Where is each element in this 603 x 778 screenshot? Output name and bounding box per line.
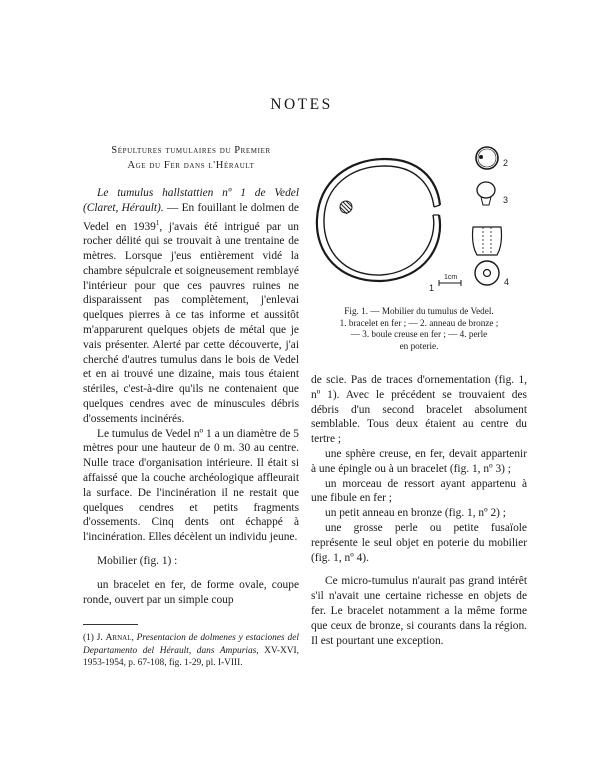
figure-label-3: 3 [503, 195, 509, 205]
paragraph-bracelet-cont: de scie. Pas de traces d'ornementation (fig. 1, nº 1). Avec le précédent se trouvaient des débris d'un second bracelet absolument semblable. Tous deux étaient au centre du tertre ; [311, 374, 527, 446]
footnote [83, 632, 299, 670]
paragraph-sphere: une sphère creuse, en fer, devait appartenir à une épingle ou à un bracelet (fig. 1, nº 3) ; [311, 447, 527, 475]
right-column [311, 373, 527, 648]
pottery-bead-drawing [473, 227, 502, 285]
article-subtitle: Le tumulus hallstattien nº 1 de Vedel (Claret, Hérault). [83, 187, 299, 214]
paragraph-intro [83, 186, 299, 427]
paragraph-conclusion: Ce micro-tumulus n'aurait pas grand intérêt s'il n'avait une certaine richesse en objets de fer. Le bracelet notamment a la même forme que ceux de bronze, si courants dans la région. Il est pourtant une exception. [311, 575, 527, 647]
footnote-sep: , [131, 633, 137, 643]
paragraph-ring: un petit anneau en bronze (fig. 1, nº 2) ; [325, 507, 506, 520]
figure-label-2: 2 [503, 158, 509, 168]
page-header: NOTES [270, 96, 333, 113]
left-column [83, 186, 299, 607]
footnote-ref: 1 [155, 218, 160, 227]
caption-line-2: 1. bracelet en fer ; — 2. anneau de bronze ; [339, 317, 499, 328]
caption-line-1: Fig. 1. — Mobilier du tumulus de Vedel. [344, 306, 494, 316]
paragraph-intro-text-b: , j'avais été intrigué par un rocher délité qui se trouvait à une trentaine de mètres. Lorsque j'eus entièrement vidé la chambre sépulcrale et soigneusement remblayé l'intérieur pour que ces pauvres ruines ne disparaissent pas complètement, j'enlevai quelques pierres à ce tas informe et aussitôt m'apparurent quelques objets de métal que je vais présenter. Alerté par cette découverte, j'ai cherché d'autres tumulus dans le bois de Vedel et en ai trouvé une dizaine, mais tous étaient stériles, c'est-à-dire qu'ils ne contenaient que quelques cendres avec de minuscules débris d'ossements incinérés. [83, 220, 299, 425]
footnote-rest: XV-XVI, 1953-1954, p. 67-108, fig. 1-29, pl. I-VIII. [83, 645, 299, 669]
figure-label-1: 1 [429, 283, 435, 293]
caption-line-4: en poterie. [399, 340, 439, 351]
figure-label-4: 4 [504, 277, 510, 287]
caption-line-3: — 3. boule creuse en fer ; — 4. perle [350, 329, 488, 340]
paragraph-mobilier-heading: Mobilier (fig. 1) : [97, 554, 178, 567]
paragraph-spring: un morceau de ressort ayant appartenu à une fibule en fer ; [311, 477, 527, 505]
paragraph-description: Le tumulus de Vedel nº 1 a un diamètre de 5 mètres pour une hauteur de 0 m. 30 au centre. Nulle trace d'organisation intérieure. Il était si affaissé que la couche archéologique affleurait la surface. De l'incinération il ne restait que quelques cendres et petits fragments d'ossements. Cinq dents ont échappé à l'incinération. Elles décèlent un individu jeune. [83, 427, 299, 544]
scale-bar [439, 274, 461, 286]
iron-sphere-drawing [477, 182, 495, 205]
section-title-line-2: Age du Fer dans l'Hérault [127, 160, 255, 171]
footnote-rule [83, 624, 138, 625]
footnote-title: Presentacion de dolmenes y estaciones del Departamento del Hérault, dans Ampurias, [83, 633, 299, 656]
footnote-author: Arnal [105, 633, 132, 643]
scale-label: 1cm [444, 274, 458, 281]
footnote-marker: (1) J. [83, 633, 106, 643]
paragraph-bracelet: un bracelet en fer, de forme ovale, coupe ronde, ouvert par un simple coup [83, 578, 299, 606]
figure-caption [311, 306, 527, 352]
paragraph-bead: une grosse perle ou petite fusaïole représente le seul objet en poterie du mobilier (fig. 1, nº 4). [311, 521, 527, 564]
figure-1 [311, 135, 527, 300]
paragraph-intro-text-a: — En fouillant le dolmen de Vedel en 1939 [83, 201, 299, 233]
section-title-line-1: Sépultures tumulaires du Premier [111, 145, 271, 156]
section-title [83, 143, 299, 173]
bronze-ring-drawing [476, 147, 498, 169]
bracelet-drawing [317, 159, 440, 281]
